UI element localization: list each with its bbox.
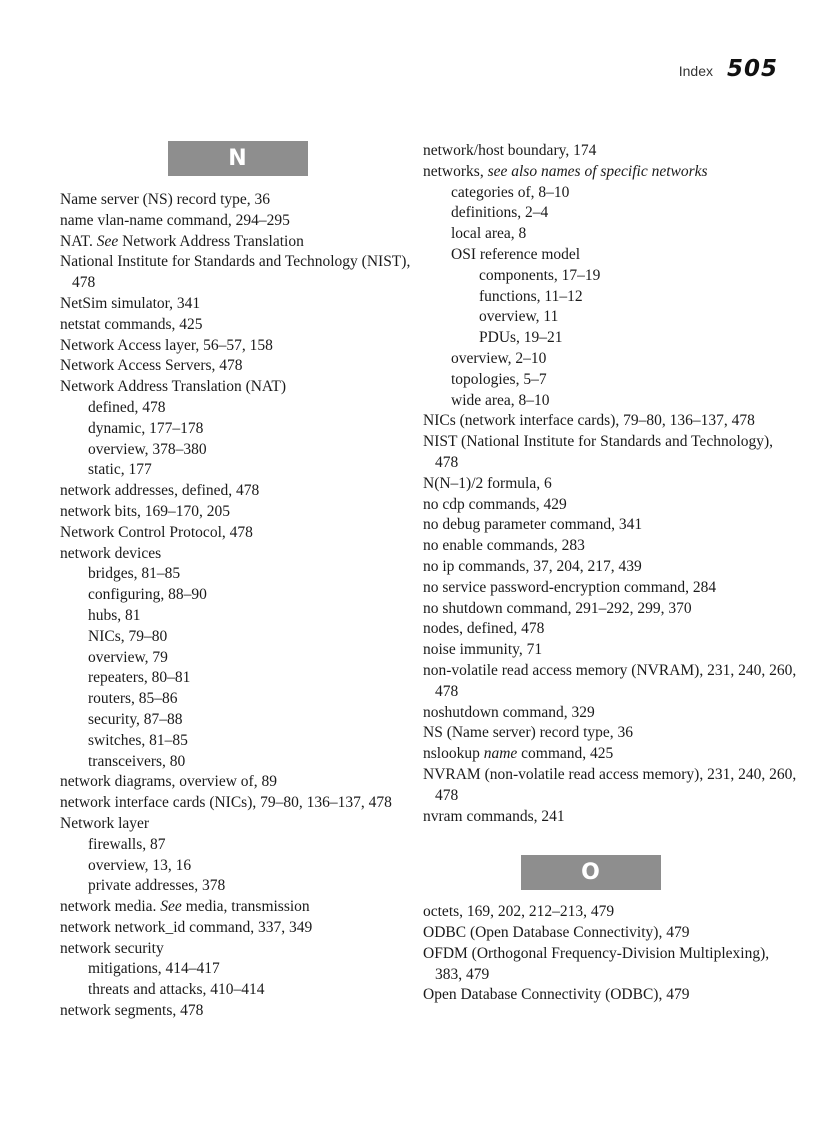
index-entry: networks, see also names of specific networks — [423, 162, 708, 180]
index-entry: nodes, defined, 478 — [423, 620, 545, 638]
index-entry: noise immunity, 71 — [423, 641, 543, 659]
index-list-o — [423, 902, 798, 1006]
index-subentry: switches, 81–85 — [88, 731, 188, 749]
index-subentry: topologies, 5–7 — [451, 370, 547, 388]
index-subentry: transceivers, 80 — [88, 752, 186, 770]
index-subentry: overview, 13, 16 — [88, 856, 192, 874]
index-subentry: private addresses, 378 — [88, 877, 226, 895]
index-subentry: wide area, 8–10 — [451, 391, 550, 409]
index-list-left — [60, 190, 415, 1022]
index-entry: nvram commands, 241 — [423, 807, 565, 825]
index-entry: noshutdown command, 329 — [423, 703, 595, 721]
section-header-o — [423, 855, 798, 890]
index-subentry: configuring, 88–90 — [88, 586, 207, 604]
index-subentry: hubs, 81 — [88, 606, 141, 624]
index-subentry: firewalls, 87 — [88, 835, 166, 853]
index-entry: network bits, 169–170, 205 — [60, 502, 231, 520]
index-subentry: routers, 85–86 — [88, 690, 178, 708]
index-entry: Open Database Connectivity (ODBC), 479 — [423, 986, 690, 1004]
index-entry: NICs (network interface cards), 79–80, 136–137, 478 — [423, 412, 755, 430]
index-entry: no enable commands, 283 — [423, 537, 585, 555]
index-subentry: NICs, 79–80 — [88, 627, 168, 645]
running-head — [679, 56, 778, 86]
index-entry: National Institute for Standards and Technology (NIST), 478 — [60, 253, 411, 292]
index-entry: no service password-encryption command, 284 — [423, 578, 717, 596]
index-subentry: threats and attacks, 410–414 — [88, 981, 265, 999]
index-list-right — [423, 141, 798, 827]
index-subentry: dynamic, 177–178 — [88, 419, 204, 437]
index-subentry: components, 17–19 — [479, 266, 601, 284]
index-entry: network devices — [60, 544, 162, 562]
index-subentry: definitions, 2–4 — [451, 204, 549, 222]
index-subentry: overview, 79 — [88, 648, 168, 666]
index-subentry: bridges, 81–85 — [88, 565, 181, 583]
index-subentry: mitigations, 414–417 — [88, 960, 220, 978]
index-entry: Name server (NS) record type, 36 — [60, 191, 271, 208]
index-subentry: categories of, 8–10 — [451, 183, 570, 201]
index-entry: no debug parameter command, 341 — [423, 516, 643, 534]
index-entry: Network layer — [60, 814, 150, 832]
index-subentry: local area, 8 — [451, 225, 527, 243]
page-number: 505 — [726, 56, 778, 82]
index-entry: NetSim simulator, 341 — [60, 294, 201, 312]
index-entry: network addresses, defined, 478 — [60, 482, 260, 500]
index-subentry: repeaters, 80–81 — [88, 669, 191, 687]
index-entry: no ip commands, 37, 204, 217, 439 — [423, 557, 642, 575]
index-subentry: overview, 378–380 — [88, 440, 207, 458]
index-entry: NVRAM (non-volatile read access memory), 231, 240, 260, 478 — [423, 765, 797, 804]
index-entry: network network_id command, 337, 349 — [60, 918, 313, 936]
index-subentry: overview, 2–10 — [451, 349, 547, 367]
index-entry: Network Access Servers, 478 — [60, 357, 243, 375]
right-column — [423, 141, 798, 1006]
section-letter-n: N — [168, 141, 308, 176]
index-entry: Network Address Translation (NAT) — [60, 378, 287, 396]
index-entry: NIST (National Institute for Standards and Technology), 478 — [423, 433, 774, 471]
left-column — [60, 141, 415, 1022]
index-entry: Network Control Protocol, 478 — [60, 523, 253, 541]
index-entry: network/host boundary, 174 — [423, 142, 597, 159]
index-entry: ODBC (Open Database Connectivity), 479 — [423, 924, 690, 942]
index-entry: name vlan-name command, 294–295 — [60, 211, 290, 229]
index-subentry: functions, 11–12 — [479, 287, 583, 305]
index-entry: non-volatile read access memory (NVRAM), 231, 240, 260, 478 — [423, 661, 797, 700]
index-subentry: static, 177 — [88, 461, 152, 479]
section-header-n — [60, 141, 415, 176]
index-subentry: defined, 478 — [88, 398, 166, 416]
index-entry: nslookup name command, 425 — [423, 745, 614, 763]
index-subentry: OSI reference model — [451, 245, 581, 263]
index-entry: network interface cards (NICs), 79–80, 136–137, 478 — [60, 794, 392, 812]
index-entry: network media. See media, transmission — [60, 898, 310, 916]
index-entry: Network Access layer, 56–57, 158 — [60, 336, 273, 354]
section-letter-o: O — [521, 855, 661, 890]
index-entry: no shutdown command, 291–292, 299, 370 — [423, 599, 692, 617]
index-entry: N(N–1)/2 formula, 6 — [423, 474, 552, 492]
index-entry: NS (Name server) record type, 36 — [423, 724, 634, 742]
index-entry: NAT. See Network Address Translation — [60, 232, 304, 250]
index-subentry: security, 87–88 — [88, 710, 183, 728]
index-entry: octets, 169, 202, 212–213, 479 — [423, 903, 615, 921]
index-entry: no cdp commands, 429 — [423, 495, 567, 513]
running-head-label: Index — [678, 63, 713, 79]
index-subentry: PDUs, 19–21 — [479, 329, 563, 347]
index-entry: network security — [60, 939, 164, 957]
index-subentry: overview, 11 — [479, 308, 559, 326]
index-entry: netstat commands, 425 — [60, 315, 203, 333]
index-entry: network segments, 478 — [60, 1002, 204, 1020]
index-entry: network diagrams, overview of, 89 — [60, 773, 277, 791]
index-entry: OFDM (Orthogonal Frequency-Division Multiplexing), 383, 479 — [423, 944, 770, 983]
